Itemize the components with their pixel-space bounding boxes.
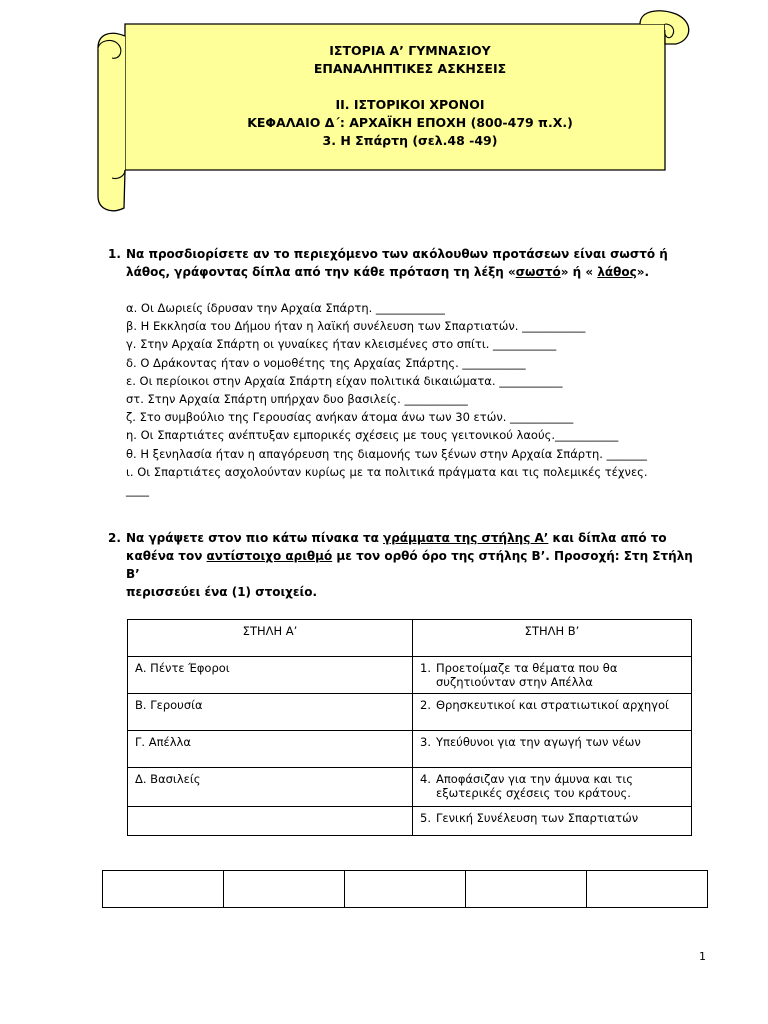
statement-d: δ. Ο Δράκοντας ήταν ο νομοθέτης της Αρχαίας Σπάρτης. ___________ xyxy=(126,355,526,370)
statement-c: γ. Στην Αρχαία Σπάρτη οι γυναίκες ήταν κλεισμένες στο σπίτι. ___________ xyxy=(126,337,557,352)
col-b-cell xyxy=(413,807,692,836)
question-2-text xyxy=(126,529,708,601)
statement-a: α. Οι Δωριείς ίδρυσαν την Αρχαία Σπάρτη. ____________ xyxy=(126,301,445,315)
col-a-cell: Δ. Βασιλείς xyxy=(128,768,413,807)
worksheet-header xyxy=(150,42,670,150)
true-false-list xyxy=(126,299,726,499)
question-number: 1. xyxy=(108,247,121,261)
question-1-line-2 xyxy=(126,263,708,281)
col-b-cell xyxy=(413,657,692,694)
table-row xyxy=(128,768,692,807)
table-row xyxy=(128,807,692,836)
col-b-number: 3. xyxy=(420,735,431,749)
statement-z: ζ. Στο συμβούλιο της Γερουσίας ανήκαν άτομα άνω των 30 ετών. ___________ xyxy=(126,410,574,425)
answer-row xyxy=(103,871,708,908)
q1-text-d: ». xyxy=(636,265,650,279)
col-a-cell: Β. Γερουσία xyxy=(128,694,413,731)
header-lesson: 3. Η Σπάρτη (σελ.48 -49) xyxy=(322,133,498,148)
table-header-row xyxy=(128,620,692,657)
statement-e: ε. Οι περίοικοι στην Αρχαία Σπάρτη είχαν πολιτικά δικαιώματα. ___________ xyxy=(126,373,563,388)
question-1 xyxy=(108,245,708,281)
statement-b: β. Η Εκκλησία του Δήμου ήταν η λαϊκή συνέλευση των Σπαρτιατών. ___________ xyxy=(126,319,586,334)
q1-text-c: » ή « xyxy=(560,265,598,279)
statement-h: η. Οι Σπαρτιάτες ανέπτυξαν εμπορικές σχέσεις με τους γειτονικού λαούς.___________ xyxy=(126,428,619,443)
col-b-cell xyxy=(413,731,692,768)
table-row xyxy=(128,731,692,768)
col-b-number: 4. xyxy=(420,772,431,786)
col-b-text: Υπεύθυνοι για την αγωγή των νέων xyxy=(436,735,641,749)
col-b-number: 5. xyxy=(420,811,431,825)
statement-st: στ. Στην Αρχαία Σπάρτη υπήρχαν δυο βασιλείς. ___________ xyxy=(126,392,468,407)
word-wrong: λάθος xyxy=(597,265,637,279)
col-b-text: Γενική Συνέλευση των Σπαρτιατών xyxy=(436,811,639,825)
col-a-header: ΣΤΗΛΗ Α’ xyxy=(128,620,413,657)
q2-t1-underlined: γράμματα της στήλης Α’ xyxy=(383,531,549,545)
statement-i-blank: ____ xyxy=(126,483,149,498)
q1-text-b: λάθος, γράφοντας δίπλα από την κάθε πρόταση τη λέξη « xyxy=(126,265,516,279)
matching-table xyxy=(127,619,692,836)
col-b-number: 2. xyxy=(420,698,431,712)
answer-cell[interactable] xyxy=(466,871,587,908)
col-b-header: ΣΤΗΛΗ Β’ xyxy=(413,620,692,657)
col-b-text: Θρησκευτικοί και στρατιωτικοί αρχηγοί xyxy=(436,698,669,712)
q2-t1: Να γράψετε στον πιο κάτω πίνακα τα xyxy=(126,531,384,545)
col-b-cell xyxy=(413,768,692,807)
question-1-text xyxy=(126,245,708,281)
q2-t1-end: και δίπλα από το xyxy=(548,531,667,545)
answer-cell[interactable] xyxy=(587,871,708,908)
question-2-line-2 xyxy=(126,547,708,583)
header-subject: ΙΣΤΟΡΙΑ Α’ ΓΥΜΝΑΣΙΟΥ xyxy=(329,43,491,58)
answer-grid xyxy=(102,870,708,908)
col-b-number: 1. xyxy=(420,661,431,675)
question-1-line-1: Να προσδιορίσετε αν το περιεχόμενο των ακόλουθων προτάσεων είναι σωστό ή xyxy=(126,247,668,261)
col-a-cell xyxy=(128,807,413,836)
answer-cell[interactable] xyxy=(224,871,345,908)
question-2-line-1 xyxy=(126,529,708,547)
answer-cell[interactable] xyxy=(103,871,224,908)
question-number: 2. xyxy=(108,531,121,545)
header-exercises: ΕΠΑΝΑΛΗΠΤΙΚΕΣ ΑΣΚΗΣΕΙΣ xyxy=(313,61,507,76)
col-b-text: Προετοίμαζε τα θέματα που θα συζητιούνταν στην Απέλλα xyxy=(436,661,618,689)
statement-i: ι. Οι Σπαρτιάτες ασχολούνταν κυρίως με τα πολιτικά πράγματα και τις πολεμικές τέχνες. xyxy=(126,464,648,479)
q2-t2: καθένα τον xyxy=(126,549,207,563)
page-number: 1 xyxy=(699,950,706,963)
header-section: ΙΙ. ΙΣΤΟΡΙΚΟΙ ΧΡΟΝΟΙ xyxy=(335,97,485,112)
header-chapter: ΚΕΦΑΛΑΙΟ Δ΄: ΑΡΧΑΪΚΗ ΕΠΟΧΗ (800-479 π.Χ.) xyxy=(247,115,573,130)
q2-t2-end: με τον ορθό όρο της στήλης Β’. Προσοχή: Στη Στήλη Β’ xyxy=(126,549,693,581)
word-correct: σωστό xyxy=(515,265,561,279)
question-2-line-3: περισσεύει ένα (1) στοιχείο. xyxy=(126,585,318,599)
statement-th: θ. Η ξενηλασία ήταν η απαγόρευση της διαμονής των ξένων στην Αρχαία Σπάρτη. _______ xyxy=(126,446,647,461)
q2-t2-underlined: αντίστοιχο αριθμό xyxy=(206,549,333,563)
col-a-cell: Α. Πέντε Έφοροι xyxy=(128,657,413,694)
table-row xyxy=(128,657,692,694)
question-2 xyxy=(108,529,708,601)
col-b-cell xyxy=(413,694,692,731)
answer-cell[interactable] xyxy=(345,871,466,908)
table-row xyxy=(128,694,692,731)
col-a-cell: Γ. Απέλλα xyxy=(128,731,413,768)
col-b-text: Αποφάσιζαν για την άμυνα και τις εξωτερικές σχέσεις του κράτους. xyxy=(436,772,633,800)
